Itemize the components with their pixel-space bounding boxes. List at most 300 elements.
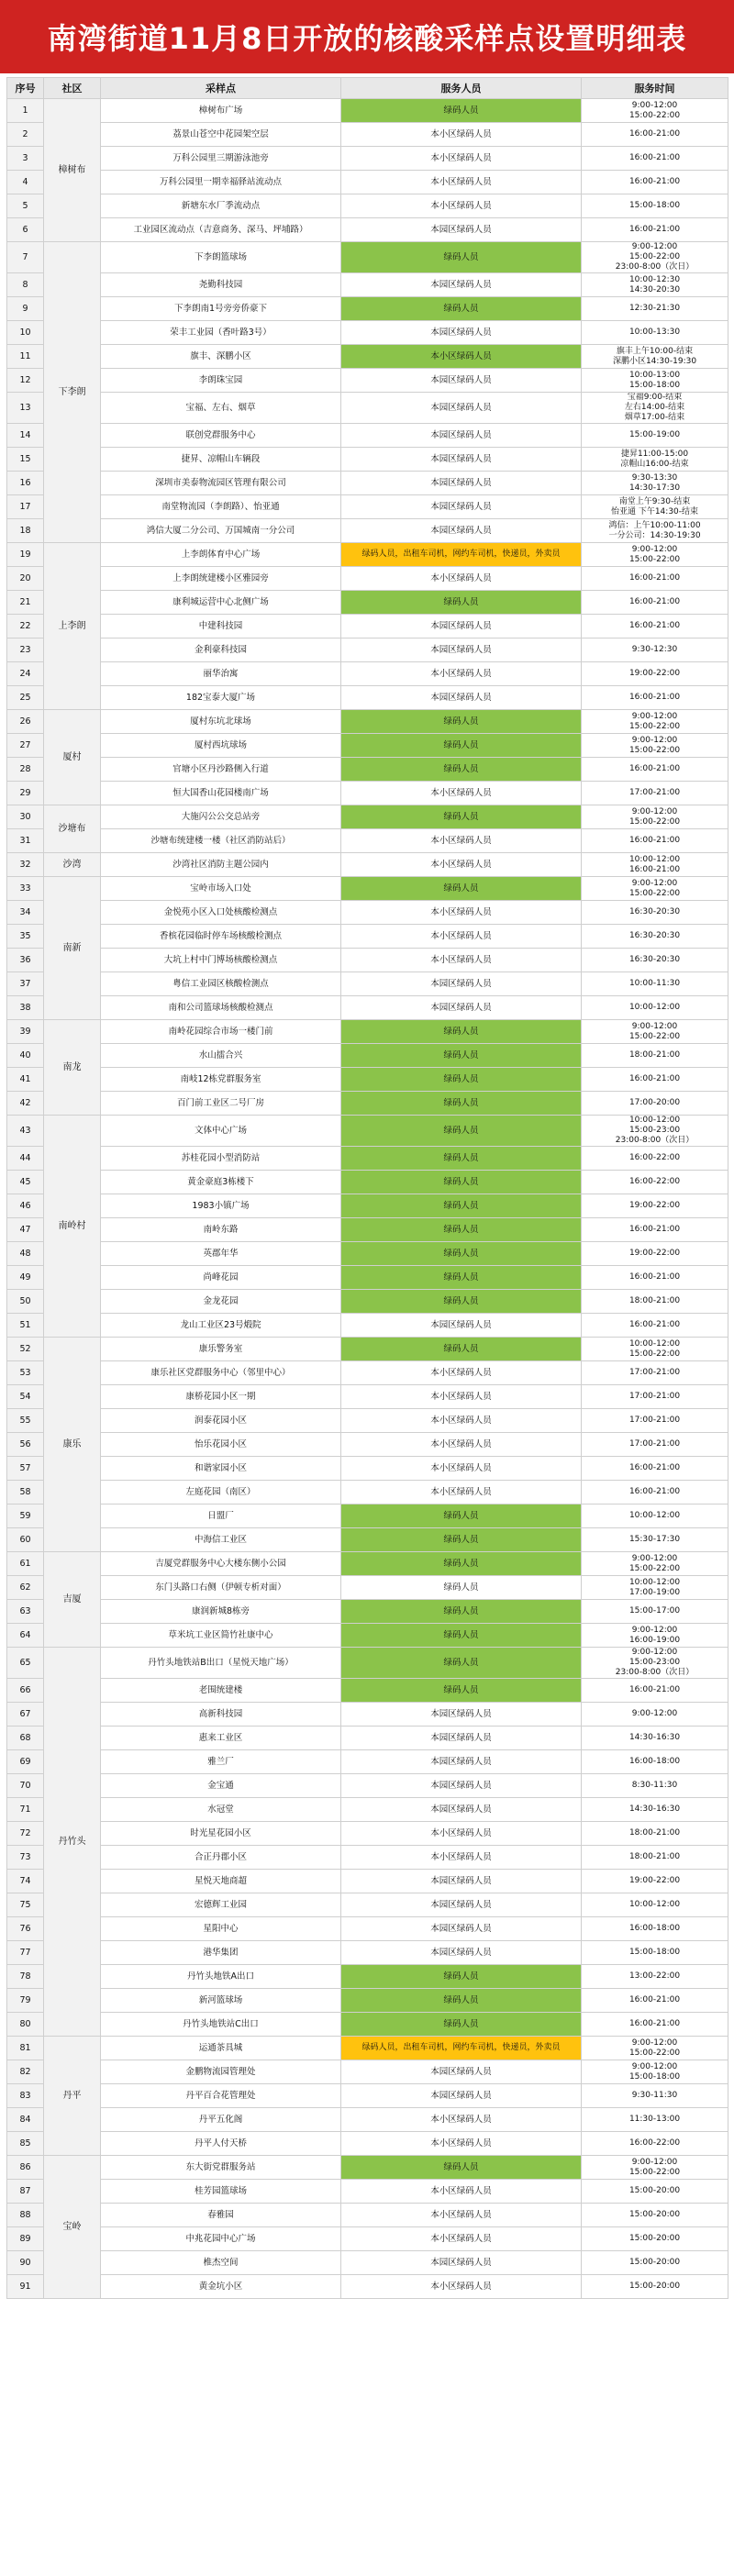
personnel-cell: 本小区绿码人员 [341, 345, 582, 369]
row-seq: 46 [7, 1194, 44, 1218]
site-cell: 丹平五化阁 [101, 2108, 341, 2132]
personnel-cell: 本小区绿码人员 [341, 171, 582, 194]
personnel-cell: 绿码人员 [341, 805, 582, 829]
site-cell: 粤信工业园区核酸检测点 [101, 972, 341, 996]
community-cell: 樟树布 [44, 99, 101, 242]
personnel-cell: 本小区绿码人员 [341, 194, 582, 218]
row-seq: 58 [7, 1481, 44, 1505]
time-cell: 15:00-18:00 [582, 1941, 728, 1965]
site-cell: 182宝泰大厦广场 [101, 686, 341, 710]
time-cell: 9:00-12:00 15:00-22:00 23:00-8:00（次日） [582, 242, 728, 273]
time-cell: 9:00-12:00 15:00-22:00 [582, 543, 728, 567]
table-row [7, 1092, 728, 1116]
row-seq: 67 [7, 1703, 44, 1727]
table-row [7, 2251, 728, 2275]
table-row [7, 829, 728, 853]
site-cell: 百门前工业区二号厂房 [101, 1092, 341, 1116]
community-cell: 南岭村 [44, 1116, 101, 1338]
row-seq: 14 [7, 424, 44, 448]
time-cell: 9:30-12:30 [582, 638, 728, 662]
row-seq: 68 [7, 1727, 44, 1750]
site-cell: 日盟厂 [101, 1505, 341, 1528]
time-cell: 16:30-20:30 [582, 925, 728, 949]
site-cell: 1983小镇广场 [101, 1194, 341, 1218]
site-cell: 丹竹头地铁A出口 [101, 1965, 341, 1989]
row-seq: 1 [7, 99, 44, 123]
time-cell: 16:00-21:00 [582, 171, 728, 194]
site-cell: 老围统建楼 [101, 1679, 341, 1703]
table-row [7, 1870, 728, 1893]
time-cell: 南堂上午9:30-结束 怡亚通 下午14:30-结束 [582, 495, 728, 519]
time-cell: 9:00-12:00 15:00-22:00 [582, 710, 728, 734]
row-seq: 79 [7, 1989, 44, 2013]
table-row [7, 2013, 728, 2037]
time-cell: 9:30-13:30 14:30-17:30 [582, 472, 728, 495]
table-row [7, 2084, 728, 2108]
time-cell: 9:00-12:00 [582, 1703, 728, 1727]
row-seq: 12 [7, 369, 44, 393]
row-seq: 65 [7, 1648, 44, 1679]
table-row [7, 1409, 728, 1433]
site-cell: 黄金坑小区 [101, 2275, 341, 2299]
row-seq: 20 [7, 567, 44, 591]
time-cell: 16:00-21:00 [582, 1068, 728, 1092]
site-cell: 高新科技园 [101, 1703, 341, 1727]
row-seq: 70 [7, 1774, 44, 1798]
table-row [7, 1600, 728, 1624]
time-cell: 19:00-22:00 [582, 1242, 728, 1266]
table-row [7, 782, 728, 805]
time-cell: 15:00-18:00 [582, 194, 728, 218]
time-cell: 10:00-12:00 [582, 1893, 728, 1917]
table-row [7, 2204, 728, 2227]
table-row [7, 1171, 728, 1194]
time-cell: 10:00-12:00 15:00-22:00 [582, 1338, 728, 1361]
time-cell: 10:00-12:00 15:00-23:00 23:00-8:00（次日） [582, 1116, 728, 1147]
personnel-cell: 绿码人员 [341, 1679, 582, 1703]
personnel-cell: 本园区绿码人员 [341, 495, 582, 519]
personnel-cell: 本园区绿码人员 [341, 2084, 582, 2108]
personnel-cell: 绿码人员 [341, 1338, 582, 1361]
row-seq: 19 [7, 543, 44, 567]
time-cell: 16:00-21:00 [582, 2013, 728, 2037]
row-seq: 28 [7, 758, 44, 782]
site-cell: 万科公园里三期游泳池旁 [101, 147, 341, 171]
personnel-cell: 本园区绿码人员 [341, 1314, 582, 1338]
personnel-cell: 本园区绿码人员 [341, 1703, 582, 1727]
time-cell: 10:00-12:00 [582, 996, 728, 1020]
table-row [7, 345, 728, 369]
personnel-cell: 绿码人员 [341, 758, 582, 782]
table-row [7, 242, 728, 273]
row-seq: 32 [7, 853, 44, 877]
site-cell: 丹平百合花管理处 [101, 2084, 341, 2108]
row-seq: 33 [7, 877, 44, 901]
table-row [7, 1361, 728, 1385]
site-cell: 康润新城8栋旁 [101, 1600, 341, 1624]
site-cell: 惠来工业区 [101, 1727, 341, 1750]
community-cell: 宝岭 [44, 2156, 101, 2299]
site-cell: 深圳市美泰物流园区管理有限公司 [101, 472, 341, 495]
table-row [7, 194, 728, 218]
community-cell: 沙塘布 [44, 805, 101, 853]
time-cell: 17:00-20:00 [582, 1092, 728, 1116]
table-row [7, 805, 728, 829]
personnel-cell: 本小区绿码人员 [341, 2108, 582, 2132]
row-seq: 90 [7, 2251, 44, 2275]
table-row [7, 853, 728, 877]
table-row [7, 1020, 728, 1044]
personnel-cell: 本园区绿码人员 [341, 273, 582, 297]
header-site: 采样点 [101, 78, 341, 99]
table-row [7, 925, 728, 949]
community-cell: 沙湾 [44, 853, 101, 877]
time-cell: 19:00-22:00 [582, 1870, 728, 1893]
site-cell: 旗丰、深鹏小区 [101, 345, 341, 369]
row-seq: 51 [7, 1314, 44, 1338]
table-row [7, 543, 728, 567]
site-cell: 南堂物流园（李朗路）、怡亚通 [101, 495, 341, 519]
site-cell: 雅兰厂 [101, 1750, 341, 1774]
community-cell: 丹竹头 [44, 1648, 101, 2037]
site-cell: 南岭花园综合市场一楼门前 [101, 1020, 341, 1044]
personnel-cell: 本小区绿码人员 [341, 1481, 582, 1505]
personnel-cell: 绿码人员 [341, 1576, 582, 1600]
header-time: 服务时间 [582, 78, 728, 99]
table-row [7, 123, 728, 147]
site-cell: 金宝通 [101, 1774, 341, 1798]
row-seq: 77 [7, 1941, 44, 1965]
personnel-cell: 本园区绿码人员 [341, 1941, 582, 1965]
personnel-cell: 绿码人员 [341, 1505, 582, 1528]
time-cell: 17:00-21:00 [582, 1433, 728, 1457]
row-seq: 39 [7, 1020, 44, 1044]
header-community: 社区 [44, 78, 101, 99]
site-cell: 上李朗统建楼小区雅园旁 [101, 567, 341, 591]
table-row [7, 1266, 728, 1290]
row-seq: 89 [7, 2227, 44, 2251]
table-row [7, 615, 728, 638]
site-cell: 润泰花园小区 [101, 1409, 341, 1433]
site-cell: 樟树布广场 [101, 99, 341, 123]
row-seq: 5 [7, 194, 44, 218]
site-cell: 和谐家园小区 [101, 1457, 341, 1481]
table-row [7, 1194, 728, 1218]
site-cell: 星阳中心 [101, 1917, 341, 1941]
personnel-cell: 本园区绿码人员 [341, 321, 582, 345]
time-cell: 18:00-21:00 [582, 1846, 728, 1870]
time-cell: 15:30-17:30 [582, 1528, 728, 1552]
row-seq: 7 [7, 242, 44, 273]
personnel-cell: 绿码人员，出租车司机，网约车司机，快递员，外卖员 [341, 543, 582, 567]
site-cell: 英郡年华 [101, 1242, 341, 1266]
row-seq: 18 [7, 519, 44, 543]
page-title: 南湾街道11月8日开放的核酸采样点设置明细表 [0, 0, 734, 73]
site-cell: 左庭花园（南区） [101, 1481, 341, 1505]
site-cell: 沙塘布统建楼一楼（社区消防站后） [101, 829, 341, 853]
personnel-cell: 绿码人员 [341, 2156, 582, 2180]
personnel-cell: 本小区绿码人员 [341, 1385, 582, 1409]
time-cell: 10:00-13:00 15:00-18:00 [582, 369, 728, 393]
site-cell: 南岭东路 [101, 1218, 341, 1242]
row-seq: 45 [7, 1171, 44, 1194]
site-cell: 大施闪公公交总站旁 [101, 805, 341, 829]
site-cell: 中兆花园中心广场 [101, 2227, 341, 2251]
table-row [7, 1893, 728, 1917]
site-cell: 康乐警务室 [101, 1338, 341, 1361]
personnel-cell: 本小区绿码人员 [341, 949, 582, 972]
site-cell: 黄金豪庭3栋楼下 [101, 1171, 341, 1194]
time-cell: 16:00-22:00 [582, 2132, 728, 2156]
community-cell: 南龙 [44, 1020, 101, 1116]
personnel-cell: 本园区绿码人员 [341, 2060, 582, 2084]
row-seq: 17 [7, 495, 44, 519]
community-cell: 厦村 [44, 710, 101, 805]
site-cell: 鸿信大厦二分公司、万国城南一分公司 [101, 519, 341, 543]
time-cell: 16:00-21:00 [582, 1481, 728, 1505]
table-row [7, 1068, 728, 1092]
time-cell: 16:00-21:00 [582, 1266, 728, 1290]
row-seq: 61 [7, 1552, 44, 1576]
site-cell: 恒大国香山花园楼南广场 [101, 782, 341, 805]
time-cell: 15:00-19:00 [582, 424, 728, 448]
site-cell: 港华集团 [101, 1941, 341, 1965]
site-cell: 李朗珠宝园 [101, 369, 341, 393]
table-row [7, 2180, 728, 2204]
row-seq: 8 [7, 273, 44, 297]
table-row [7, 1044, 728, 1068]
personnel-cell: 绿码人员 [341, 99, 582, 123]
row-seq: 74 [7, 1870, 44, 1893]
table-row [7, 949, 728, 972]
site-cell: 金鹏物流园管理处 [101, 2060, 341, 2084]
row-seq: 30 [7, 805, 44, 829]
table-row [7, 2156, 728, 2180]
table-row [7, 369, 728, 393]
personnel-cell: 绿码人员 [341, 1600, 582, 1624]
site-cell: 合正丹郡小区 [101, 1846, 341, 1870]
row-seq: 23 [7, 638, 44, 662]
row-seq: 64 [7, 1624, 44, 1648]
time-cell: 15:00-20:00 [582, 2227, 728, 2251]
row-seq: 81 [7, 2037, 44, 2060]
personnel-cell: 绿码人员 [341, 1218, 582, 1242]
site-cell: 工业园区流动点（吉意商务、深马、坪埔路） [101, 218, 341, 242]
community-cell: 下李朗 [44, 242, 101, 543]
table-row [7, 710, 728, 734]
personnel-cell: 本小区绿码人员 [341, 925, 582, 949]
row-seq: 34 [7, 901, 44, 925]
time-cell: 9:00-12:00 15:00-22:00 [582, 99, 728, 123]
site-cell: 荔景山苍空中花园架空层 [101, 123, 341, 147]
time-cell: 9:00-12:00 15:00-22:00 [582, 1020, 728, 1044]
time-cell: 16:00-21:00 [582, 758, 728, 782]
personnel-cell: 绿码人员 [341, 1648, 582, 1679]
time-cell: 16:00-22:00 [582, 1147, 728, 1171]
personnel-cell: 绿码人员 [341, 297, 582, 321]
site-cell: 中建科技园 [101, 615, 341, 638]
time-cell: 16:00-18:00 [582, 1750, 728, 1774]
personnel-cell: 本园区绿码人员 [341, 686, 582, 710]
time-cell: 9:00-12:00 15:00-22:00 [582, 1552, 728, 1576]
site-cell: 康桥花园小区一期 [101, 1385, 341, 1409]
time-cell: 18:00-21:00 [582, 1822, 728, 1846]
row-seq: 29 [7, 782, 44, 805]
site-cell: 康利城运营中心北侧广场 [101, 591, 341, 615]
site-cell: 香槟花园临时停车场核酸检测点 [101, 925, 341, 949]
personnel-cell: 本小区绿码人员 [341, 1457, 582, 1481]
row-seq: 69 [7, 1750, 44, 1774]
table-row [7, 734, 728, 758]
personnel-cell: 本小区绿码人员 [341, 1433, 582, 1457]
personnel-cell: 本小区绿码人员 [341, 2132, 582, 2156]
site-cell: 东门头路口右侧（伊顿专析对面） [101, 1576, 341, 1600]
row-seq: 56 [7, 1433, 44, 1457]
time-cell: 15:00-20:00 [582, 2251, 728, 2275]
site-cell: 下李朗南1号旁旁侨豪下 [101, 297, 341, 321]
row-seq: 21 [7, 591, 44, 615]
table-row [7, 273, 728, 297]
row-seq: 80 [7, 2013, 44, 2037]
site-cell: 金龙花园 [101, 1290, 341, 1314]
row-seq: 86 [7, 2156, 44, 2180]
personnel-cell: 绿码人员 [341, 877, 582, 901]
table-row [7, 1218, 728, 1242]
personnel-cell: 本园区绿码人员 [341, 1798, 582, 1822]
personnel-cell: 绿码人员 [341, 1266, 582, 1290]
time-cell: 9:00-12:00 15:00-22:00 [582, 2037, 728, 2060]
site-cell: 万科公园里一期幸福驿站流动点 [101, 171, 341, 194]
time-cell: 10:00-12:00 [582, 1505, 728, 1528]
site-cell: 水冠堂 [101, 1798, 341, 1822]
row-seq: 55 [7, 1409, 44, 1433]
time-cell: 10:00-11:30 [582, 972, 728, 996]
time-cell: 14:30-16:30 [582, 1798, 728, 1822]
row-seq: 72 [7, 1822, 44, 1846]
personnel-cell: 绿码人员 [341, 1624, 582, 1648]
table-row [7, 758, 728, 782]
time-cell: 16:00-21:00 [582, 829, 728, 853]
row-seq: 60 [7, 1528, 44, 1552]
time-cell: 15:00-20:00 [582, 2180, 728, 2204]
row-seq: 16 [7, 472, 44, 495]
personnel-cell: 绿码人员 [341, 1020, 582, 1044]
row-seq: 43 [7, 1116, 44, 1147]
table-row [7, 1624, 728, 1648]
site-cell: 吉厦党群服务中心大楼东侧小公园 [101, 1552, 341, 1576]
personnel-cell: 绿码人员 [341, 1528, 582, 1552]
site-cell: 丽华治寓 [101, 662, 341, 686]
personnel-cell: 本小区绿码人员 [341, 2204, 582, 2227]
personnel-cell: 本小区绿码人员 [341, 123, 582, 147]
table-row [7, 472, 728, 495]
personnel-cell: 本小区绿码人员 [341, 662, 582, 686]
personnel-cell: 绿码人员 [341, 2013, 582, 2037]
site-cell: 下李朗篮球场 [101, 242, 341, 273]
row-seq: 27 [7, 734, 44, 758]
time-cell: 9:00-12:00 15:00-22:00 [582, 805, 728, 829]
personnel-cell: 本园区绿码人员 [341, 369, 582, 393]
personnel-cell: 绿码人员 [341, 1068, 582, 1092]
table-row [7, 1774, 728, 1798]
site-cell: 沙湾社区消防主题公园内 [101, 853, 341, 877]
row-seq: 62 [7, 1576, 44, 1600]
personnel-cell: 本小区绿码人员 [341, 2275, 582, 2299]
time-cell: 16:00-21:00 [582, 123, 728, 147]
time-cell: 15:00-20:00 [582, 2204, 728, 2227]
table-row [7, 591, 728, 615]
personnel-cell: 本小区绿码人员 [341, 567, 582, 591]
personnel-cell: 本园区绿码人员 [341, 996, 582, 1020]
time-cell: 宝福9:00-结束 左右14:00-结束 烟草17:00-结束 [582, 393, 728, 424]
table-row [7, 1989, 728, 2013]
site-cell: 水山擂合兴 [101, 1044, 341, 1068]
site-cell: 丹平人付天桥 [101, 2132, 341, 2156]
row-seq: 85 [7, 2132, 44, 2156]
site-cell: 上李朗体育中心广场 [101, 543, 341, 567]
personnel-cell: 本园区绿码人员 [341, 424, 582, 448]
table-row [7, 1576, 728, 1600]
row-seq: 84 [7, 2108, 44, 2132]
row-seq: 38 [7, 996, 44, 1020]
personnel-cell: 绿码人员 [341, 1171, 582, 1194]
site-cell: 中海信工业区 [101, 1528, 341, 1552]
row-seq: 9 [7, 297, 44, 321]
personnel-cell: 绿码人员 [341, 734, 582, 758]
row-seq: 73 [7, 1846, 44, 1870]
row-seq: 10 [7, 321, 44, 345]
table-row [7, 495, 728, 519]
time-cell: 10:00-12:00 16:00-21:00 [582, 853, 728, 877]
time-cell: 15:00-20:00 [582, 2275, 728, 2299]
personnel-cell: 本园区绿码人员 [341, 1727, 582, 1750]
time-cell: 18:00-21:00 [582, 1290, 728, 1314]
time-cell: 16:30-20:30 [582, 901, 728, 925]
personnel-cell: 本小区绿码人员 [341, 1409, 582, 1433]
personnel-cell: 本园区绿码人员 [341, 519, 582, 543]
personnel-cell: 绿码人员 [341, 1147, 582, 1171]
row-seq: 71 [7, 1798, 44, 1822]
site-cell: 尧勤科技园 [101, 273, 341, 297]
site-cell: 金利豪科技园 [101, 638, 341, 662]
row-seq: 66 [7, 1679, 44, 1703]
personnel-cell: 绿码人员 [341, 1552, 582, 1576]
row-seq: 76 [7, 1917, 44, 1941]
row-seq: 13 [7, 393, 44, 424]
row-seq: 78 [7, 1965, 44, 1989]
table-row [7, 1703, 728, 1727]
row-seq: 25 [7, 686, 44, 710]
time-cell: 13:00-22:00 [582, 1965, 728, 1989]
table-row [7, 972, 728, 996]
row-seq: 4 [7, 171, 44, 194]
table-row [7, 1505, 728, 1528]
time-cell: 16:00-21:00 [582, 1457, 728, 1481]
personnel-cell: 绿码人员 [341, 710, 582, 734]
time-cell: 16:00-21:00 [582, 1679, 728, 1703]
table-row [7, 147, 728, 171]
time-cell: 16:00-21:00 [582, 218, 728, 242]
time-cell: 17:00-21:00 [582, 782, 728, 805]
row-seq: 24 [7, 662, 44, 686]
sampling-sites-table [6, 77, 728, 2299]
table-row [7, 1242, 728, 1266]
time-cell: 9:00-12:00 15:00-22:00 [582, 2156, 728, 2180]
table-row [7, 2227, 728, 2251]
community-cell: 吉厦 [44, 1552, 101, 1648]
site-cell: 椎杰空间 [101, 2251, 341, 2275]
table-row [7, 1846, 728, 1870]
